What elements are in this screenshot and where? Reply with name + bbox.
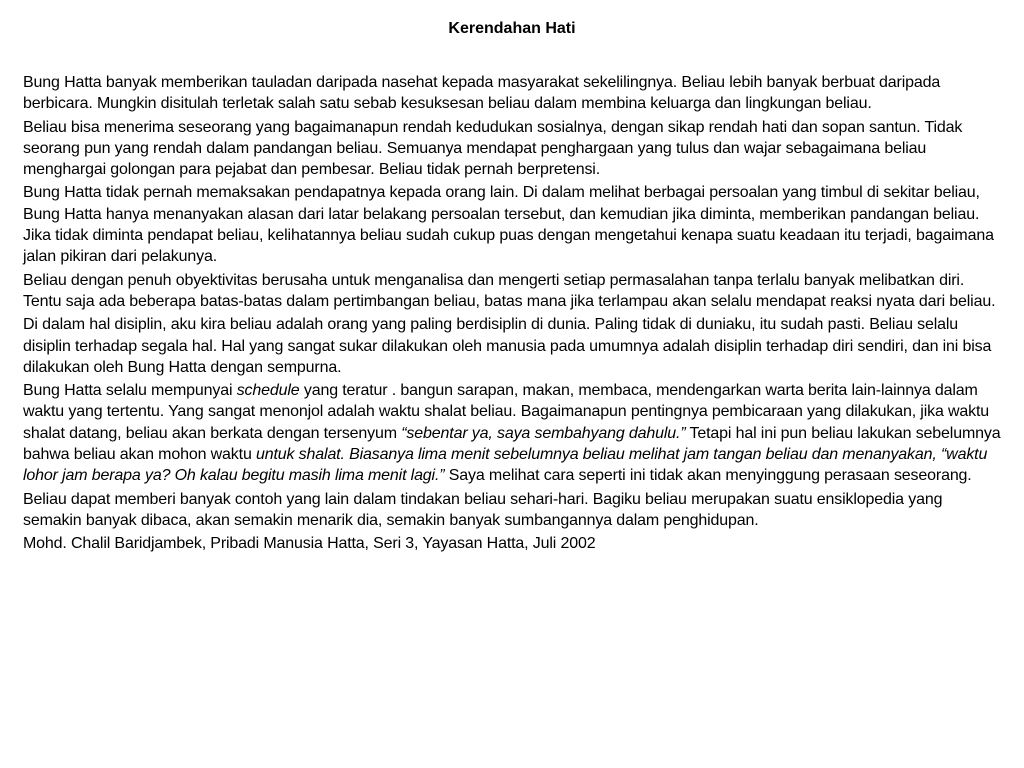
italic-text: untuk shalat. Biasanya lima menit sebelumnya beliau melihat jam tangan beliau dan menanyakan, “waktu lohor jam berapa ya? Oh kalau begitu masih lima menit lagi.” [23,446,988,485]
document-title: Kerendahan Hati [448,20,576,37]
italic-text: schedule [236,382,300,400]
paragraph [23,489,1005,532]
text-segment: Bung Hatta tidak pernah memaksakan pendapatnya kepada orang lain. Di dalam melihat berbagai persoalan yang timbul di sekitar beliau, Bung Hatta hanya menanyakan alasan dari latar belakang persoalan tersebut, dan kemudian jika diminta, memberikan pandangan beliau. Jika tidak diminta pendapat beliau, kelihatannya beliau sudah cukup puas dengan mengetahui kenapa suatu keadaan itu terjadi, bagaimana jalan pikiran dari pelakunya. [23,184,994,266]
text-segment: Tetapi hal ini pun beliau lakukan sebelumnya bahwa beliau akan mohon waktu [23,424,1001,464]
italic-text: “sebentar ya, saya sembahyang dahulu.” [401,424,686,442]
text-segment: yang teratur . bangun sarapan, makan, membaca, mendengarkan warta berita lain-lainnya dalam waktu yang tertentu. Yang sangat menonjol adalah waktu shalat beliau. Bagaimanapun pentingnya pembicaraan yang dilakukan, jika waktu shalat datang, beliau akan berkata dengan tersenyum [23,382,990,442]
text-segment: Bung Hatta selalu mempunyai [23,382,237,400]
document-body [23,72,1005,557]
paragraph [23,182,1005,267]
paragraph [23,380,1005,486]
paragraph [23,117,1005,181]
text-segment: Saya melihat cara seperti ini tidak akan menyinggung perasaan seseorang. [444,467,972,485]
text-segment: Beliau bisa menerima seseorang yang bagaimanapun rendah kedudukan sosialnya, dengan sikap rendah hati dan sopan santun. Tidak seorang pun yang rendah dalam pandangan beliau. Semuanya mendapat penghargaan yang tulus dan wajar sebagaimana beliau menghargai golongan para pejabat dan pembesar. Beliau tidak pernah berpretensi. [23,118,963,179]
paragraph [23,72,1005,115]
paragraph [23,270,1005,313]
text-segment: Di dalam hal disiplin, aku kira beliau adalah orang yang paling berdisiplin di dunia. Paling tidak di duniaku, itu sudah pasti. Beliau selalu disiplin terhadap segala hal. Hal yang sangat sukar dilakukan oleh manusia pada umumnya adalah disiplin terhadap diri sendiri, dan ini bisa dilakukan oleh Bung Hatta dengan sempurna. [23,316,992,376]
text-segment: Beliau dapat memberi banyak contoh yang lain dalam tindakan beliau sehari-hari. Bagiku beliau merupakan suatu ensiklopedia yang semakin banyak dibaca, akan semakin menarik dia, semakin banyak sumbangannya dalam penghidupan. [23,490,943,529]
text-segment: Bung Hatta banyak memberikan tauladan daripada nasehat kepada masyarakat sekelilingnya. Beliau lebih banyak berbuat daripada berbicara. Mungkin disitulah terletak salah satu sebab kesuksesan beliau dalam membina keluarga dan lingkungan beliau. [23,74,941,113]
paragraph [23,314,1005,378]
text-segment: Mohd. Chalil Baridjambek, Pribadi Manusia Hatta, Seri 3, Yayasan Hatta, Juli 2002 [23,535,596,553]
text-segment: Beliau dengan penuh obyektivitas berusaha untuk menganalisa dan mengerti setiap permasalahan tanpa terlalu banyak melibatkan diri. Tentu saja ada beberapa batas-batas dalam pertimbangan beliau, batas mana jika terlampau akan selalu mendapat reaksi nyata dari beliau. [23,271,996,310]
source-citation [23,533,1005,554]
